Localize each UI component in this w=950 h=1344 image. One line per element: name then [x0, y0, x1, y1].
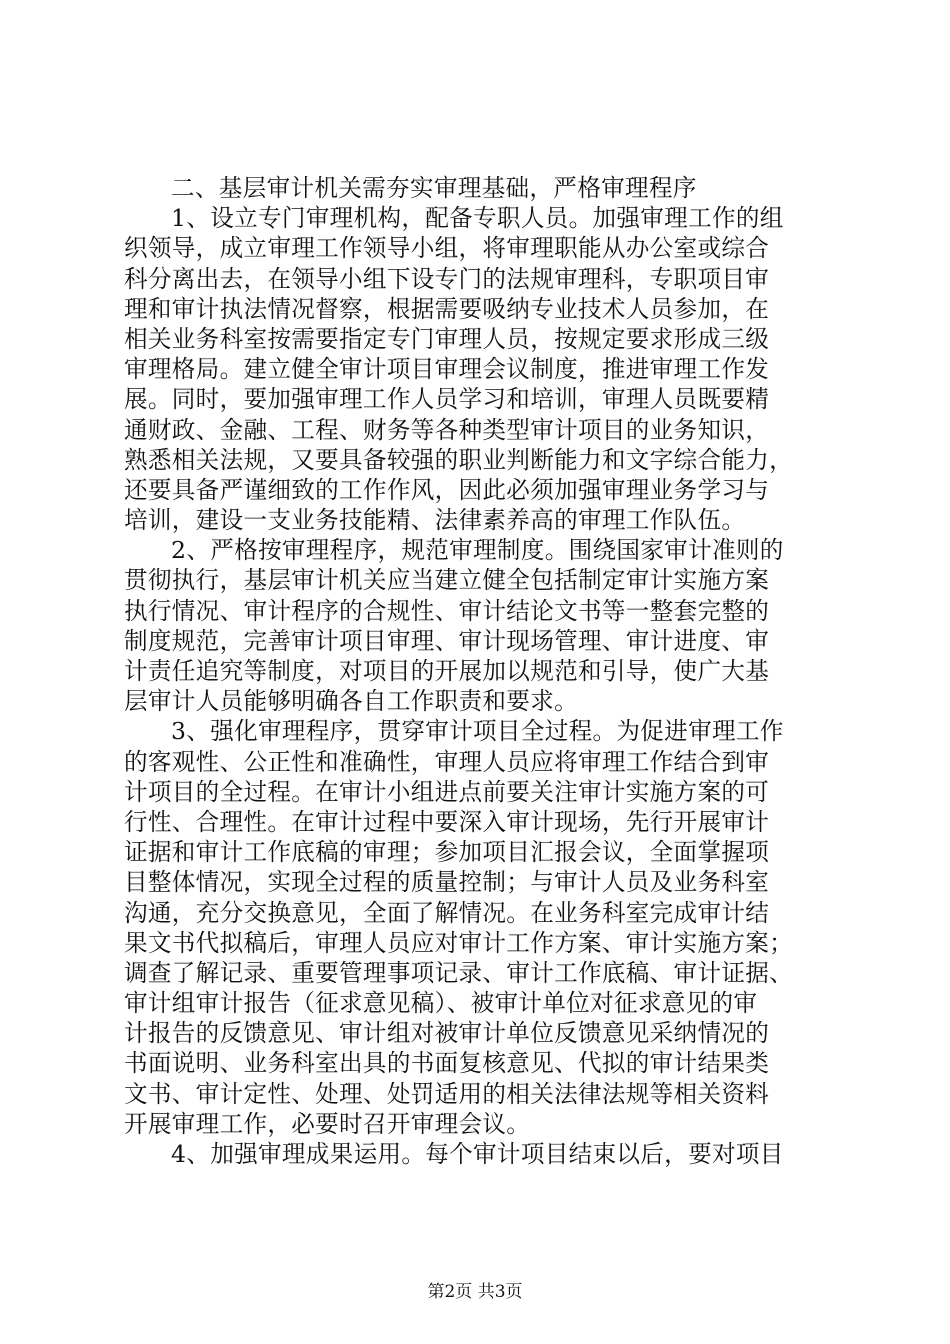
paragraph-1-line: 理和审计执法情况督察，根据需要吸纳专业技术人员参加，在	[124, 294, 770, 323]
paragraph-1-line: 相关业务科室按需要指定专门审理人员，按规定要求形成三级	[124, 324, 770, 353]
paragraph-2-line: 制度规范，完善审计项目审理、审计现场管理、审计进度、审	[124, 626, 770, 655]
paragraph-1-line: 展。同时，要加强审理工作人员学习和培训，审理人员既要精	[124, 385, 770, 414]
paragraph-2-line: 计责任追究等制度，对项目的开展加以规范和引导，使广大基	[124, 657, 770, 685]
paragraph-3-line: 3、强化审理程序，贯穿审计项目全过程。为促进审理工作	[171, 717, 784, 746]
paragraph-3-line: 调查了解记录、重要管理事项记录、审计工作底稿、审计证据、	[124, 958, 794, 987]
paragraph-3-line: 的客观性、公正性和准确性，审理人员应将审理工作结合到审	[124, 747, 770, 776]
paragraph-2-line: 执行情况、审计程序的合规性、审计结论文书等一整套完整的	[124, 596, 770, 625]
paragraph-4-line: 4、加强审理成果运用。每个审计项目结束以后，要对项目	[171, 1140, 784, 1168]
paragraph-3-line: 证据和审计工作底稿的审理；参加项目汇报会议，全面掌握项	[124, 838, 770, 867]
paragraph-3-line: 目整体情况，实现全过程的质量控制；与审计人员及业务科室	[124, 868, 770, 897]
paragraph-2-line: 贯彻执行，基层审计机关应当建立健全包括制定审计实施方案	[124, 566, 770, 595]
paragraph-3-line: 开展审理工作，必要时召开审理会议。	[124, 1109, 531, 1138]
page-number-footer: 第2页 共3页	[427, 1282, 523, 1302]
paragraph-1-line: 1、设立专门审理机构，配备专职人员。加强审理工作的组	[171, 204, 784, 233]
paragraph-3-line: 书面说明、业务科室出具的书面复核意见、代拟的审计结果类	[124, 1049, 770, 1078]
paragraph-1-line: 科分离出去，在领导小组下设专门的法规审理科，专职项目审	[124, 264, 770, 293]
paragraph-3-line: 审计组审计报告（征求意见稿）、被审计单位对征求意见的审	[124, 989, 758, 1018]
paragraph-3-line: 计报告的反馈意见、审计组对被审计单位反馈意见采纳情况的	[124, 1019, 770, 1048]
paragraph-1-line: 还要具备严谨细致的工作作风，因此必须加强审理业务学习与	[124, 475, 770, 504]
paragraph-3-line: 沟通，充分交换意见，全面了解情况。在业务科室完成审计结	[124, 898, 770, 927]
paragraph-3-line: 计项目的全过程。在审计小组进点前要关注审计实施方案的可	[124, 777, 770, 806]
paragraph-1-line: 通财政、金融、工程、财务等各种类型审计项目的业务知识，	[124, 415, 770, 444]
paragraph-1-line: 织领导，成立审理工作领导小组，将审理职能从办公室或综合	[124, 234, 770, 263]
document-body	[124, 173, 844, 1169]
section-heading: 二、基层审计机关需夯实审理基础，严格审理程序	[171, 174, 697, 202]
paragraph-2-line: 2、严格按审理程序，规范审理制度。围绕国家审计准则的	[171, 536, 784, 565]
paragraph-1-line: 培训，建设一支业务技能精、法律素养高的审理工作队伍。	[124, 506, 746, 535]
paragraph-1-line: 审理格局。建立健全审计项目审理会议制度，推进审理工作发	[124, 355, 770, 384]
paragraph-3-line: 果文书代拟稿后，审理人员应对审计工作方案、审计实施方案；	[124, 928, 794, 957]
paragraph-3-line: 文书、审计定性、处理、处罚适用的相关法律法规等相关资料	[124, 1079, 770, 1108]
paragraph-2-line: 层审计人员能够明确各自工作职责和要求。	[124, 687, 578, 716]
paragraph-1-line: 熟悉相关法规，又要具备较强的职业判断能力和文字综合能力，	[124, 445, 794, 474]
paragraph-3-line: 行性、合理性。在审计过程中要深入审计现场，先行开展审计	[124, 807, 770, 836]
